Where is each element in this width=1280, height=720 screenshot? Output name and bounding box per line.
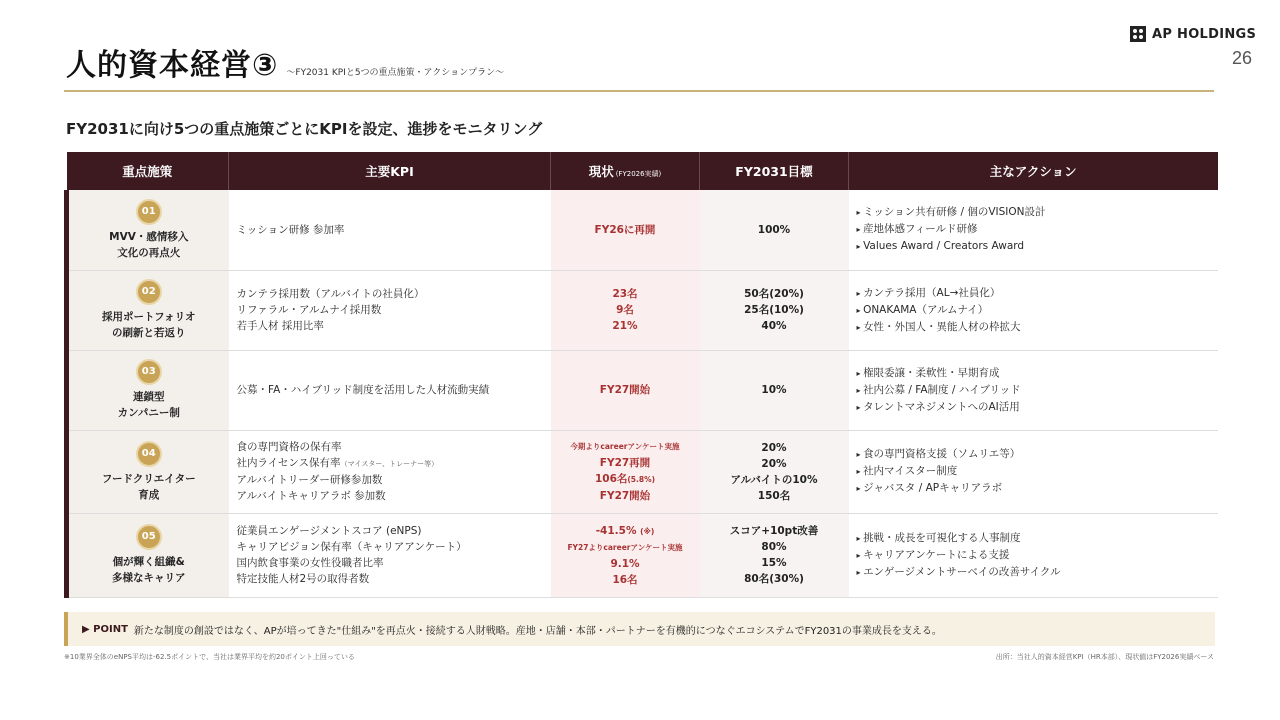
- current-value: 106名: [594, 473, 628, 485]
- target-value: 150名: [757, 489, 791, 502]
- action-item: ▸ 権限委譲・柔軟性・早期育成: [857, 365, 1218, 382]
- kpi-item: アルバイトリーダー研修参加数: [236, 474, 383, 486]
- header-current-label: 現状: [588, 164, 614, 179]
- footnote-left: ※10業界全体のeNPS平均は-62.5ポイントで、当社は業界平均を約20ポイント上回っている: [64, 653, 355, 661]
- target-value: 50名(20%): [744, 288, 804, 300]
- action-item: ▸ タレントマネジメントへのAI活用: [857, 399, 1218, 416]
- target-value: 80%: [761, 541, 787, 553]
- header-target: FY2031目標: [700, 152, 849, 190]
- number-badge: 02: [136, 279, 162, 305]
- target-value: 100%: [757, 223, 791, 236]
- kpi-item: 食の専門資格の保有率: [236, 441, 342, 453]
- kpi-note: （マイスター、トレーナー等）: [340, 460, 439, 468]
- current-value: FY26に再開: [594, 223, 656, 236]
- table-row: [67, 430, 1218, 513]
- target-cell: [700, 190, 849, 270]
- action-item: ▸ 社内マイスター制度: [857, 463, 1218, 480]
- theme-line: フードクリエイター: [101, 472, 196, 485]
- action-item: ▸ カンテラ採用（AL→社員化）: [857, 285, 1218, 302]
- target-cell: [700, 270, 849, 350]
- lead-text: FY2031に向け5つの重点施策ごとにKPIを設定、進捗をモニタリング: [66, 120, 543, 138]
- kpi-item: 公募・FA・ハイブリッド制度を活用した人材流動実績: [236, 384, 490, 396]
- actions-cell: [849, 430, 1218, 513]
- action-item: ▸ キャリアアンケートによる支援: [857, 547, 1218, 564]
- current-value: 23名: [612, 288, 638, 300]
- current-cell: [551, 350, 700, 430]
- page-title: 人的資本経営③: [66, 48, 279, 83]
- theme-cell: [67, 350, 229, 430]
- table-row: [67, 513, 1218, 597]
- current-value: 今期よりcareerアンケート実施: [570, 442, 680, 451]
- current-value: -41.5%: [595, 524, 637, 537]
- current-value: 9.1%: [610, 557, 640, 570]
- theme-line: カンパニー制: [117, 407, 180, 419]
- theme-line: 採用ポートフォリオ: [101, 311, 196, 323]
- kpi-cell: [229, 513, 551, 597]
- page-subtitle: 〜FY2031 KPIと5つの重点施策・アクションプラン〜: [286, 68, 505, 78]
- kpi-item: アルバイトキャリアラボ 参加数: [236, 490, 386, 502]
- kpi-item: 国内飲食事業の女性役職者比率: [236, 557, 384, 569]
- theme-line: MVV・感情移入: [109, 230, 189, 243]
- theme-line: 育成: [138, 488, 160, 501]
- actions-cell: [849, 190, 1218, 270]
- target-value: 40%: [761, 320, 787, 332]
- footnote-source: 出所：当社人的資本経営KPI（HR本部）、現状値はFY2026実績ベース: [995, 653, 1214, 661]
- kpi-item: 社内ライセンス保有率: [236, 457, 341, 469]
- theme-line: 文化の再点火: [117, 246, 181, 259]
- action-item: ▸ エンゲージメントサーベイの改善サイクル: [857, 564, 1218, 581]
- action-item: ▸ Values Award / Creators Award: [857, 238, 1218, 255]
- kpi-item: カンテラ採用数（アルバイトの社員化）: [236, 288, 425, 300]
- kpi-item: 従業員エンゲージメントスコア (eNPS): [236, 525, 422, 537]
- target-value: 20%: [761, 457, 787, 470]
- page-number: 26: [1231, 48, 1252, 68]
- target-value: スコア+10pt改善: [729, 525, 819, 537]
- kpi-cell: [229, 430, 551, 513]
- kpi-item: キャリアビジョン保有率（キャリアアンケート）: [236, 541, 467, 553]
- actions-cell: [849, 513, 1218, 597]
- current-note: (5.8%): [627, 475, 656, 484]
- action-item: ▸ ジャバスタ / APキャリアラボ: [857, 480, 1218, 497]
- action-item: ▸ 女性・外国人・異能人材の枠拡大: [857, 319, 1218, 336]
- header-current: [551, 152, 700, 190]
- target-value: 10%: [761, 384, 787, 396]
- target-value: 25名(10%): [744, 304, 804, 316]
- current-value: FY27開始: [599, 384, 651, 396]
- action-item: ▸ 社内公募 / FA制度 / ハイブリッド: [857, 382, 1218, 399]
- actions-cell: [849, 270, 1218, 350]
- kpi-item: 若手人材 採用比率: [236, 320, 324, 332]
- current-cell: [551, 513, 700, 597]
- current-value: FY27開始: [599, 490, 651, 502]
- current-note: (※): [640, 526, 655, 536]
- current-cell: [551, 270, 700, 350]
- current-value-with-note: [551, 471, 700, 488]
- theme-cell: [67, 190, 229, 270]
- action-item: ▸ 食の専門資格支援（ソムリエ等）: [857, 446, 1218, 463]
- theme-line: 連鎖型: [133, 391, 165, 403]
- number-badge: 04: [136, 441, 162, 467]
- theme-line: 多様なキャリア: [112, 572, 186, 584]
- target-cell: [700, 430, 849, 513]
- header-current-sub: (FY2026実績): [615, 170, 662, 178]
- action-item: ▸ 産地体感フィールド研修: [857, 221, 1218, 238]
- brand-name: AP HOLDINGS: [1152, 26, 1257, 42]
- brand-logo: [1130, 26, 1256, 42]
- current-value: 9名: [616, 304, 634, 316]
- target-cell: [700, 513, 849, 597]
- table-row: [67, 270, 1218, 350]
- current-value: 16名: [612, 573, 638, 586]
- action-item: ▸ ONAKAMA（アルムナイ）: [857, 302, 1218, 319]
- kpi-cell: [229, 190, 551, 270]
- current-cell: [551, 190, 700, 270]
- action-item: ▸ 挑戦・成長を可視化する人事制度: [857, 530, 1218, 547]
- point-text: 新たな制度の創設ではなく、APが培ってきた"仕組み"を再点火・接続する人財戦略。産地・店舗・本部・パートナーを有機的につなぐエコシステムでFY2031の事業成長を支える。: [133, 625, 942, 637]
- theme-line: 個が輝く組織&: [112, 556, 185, 568]
- target-value: 20%: [761, 441, 787, 454]
- target-value: 80名(30%): [744, 573, 804, 585]
- theme-cell: [67, 270, 229, 350]
- theme-cell: [67, 513, 229, 597]
- title-divider: [64, 90, 1214, 92]
- action-item: ▸ ミッション共有研修 / 個のVISION設計: [857, 204, 1218, 221]
- kpi-table: [64, 152, 1218, 598]
- current-value-with-note: [551, 523, 700, 540]
- header-theme: 重点施策: [67, 152, 229, 190]
- number-badge: 03: [136, 359, 162, 385]
- title-row: [66, 40, 504, 84]
- current-cell: [551, 430, 700, 513]
- current-value: FY27よりcareerアンケート実施: [567, 542, 683, 552]
- target-cell: [700, 350, 849, 430]
- number-badge: 05: [136, 524, 162, 550]
- kpi-cell: [229, 350, 551, 430]
- kpi-item: リファラル・アルムナイ採用数: [236, 304, 382, 316]
- target-value: 15%: [761, 557, 787, 569]
- logo-mark-icon: [1130, 26, 1146, 42]
- table-row: [67, 350, 1218, 430]
- point-label: ▶ POINT: [82, 623, 128, 635]
- kpi-item-with-note: [237, 455, 551, 472]
- theme-line: の刷新と若返り: [112, 327, 186, 339]
- kpi-cell: [229, 270, 551, 350]
- kpi-item: 特定技能人材2号の取得者数: [236, 573, 370, 585]
- table-row: [67, 190, 1218, 270]
- actions-cell: [849, 350, 1218, 430]
- current-value: 21%: [612, 320, 638, 332]
- header-actions: 主なアクション: [849, 152, 1218, 190]
- point-callout: [64, 612, 1215, 646]
- table-header-row: [67, 152, 1218, 190]
- target-value: アルバイトの10%: [730, 473, 818, 486]
- number-badge: 01: [136, 199, 162, 225]
- current-value: FY27再開: [599, 457, 651, 469]
- theme-cell: [67, 430, 229, 513]
- header-kpi: 主要KPI: [229, 152, 551, 190]
- kpi-item: ミッション研修 参加率: [236, 223, 345, 236]
